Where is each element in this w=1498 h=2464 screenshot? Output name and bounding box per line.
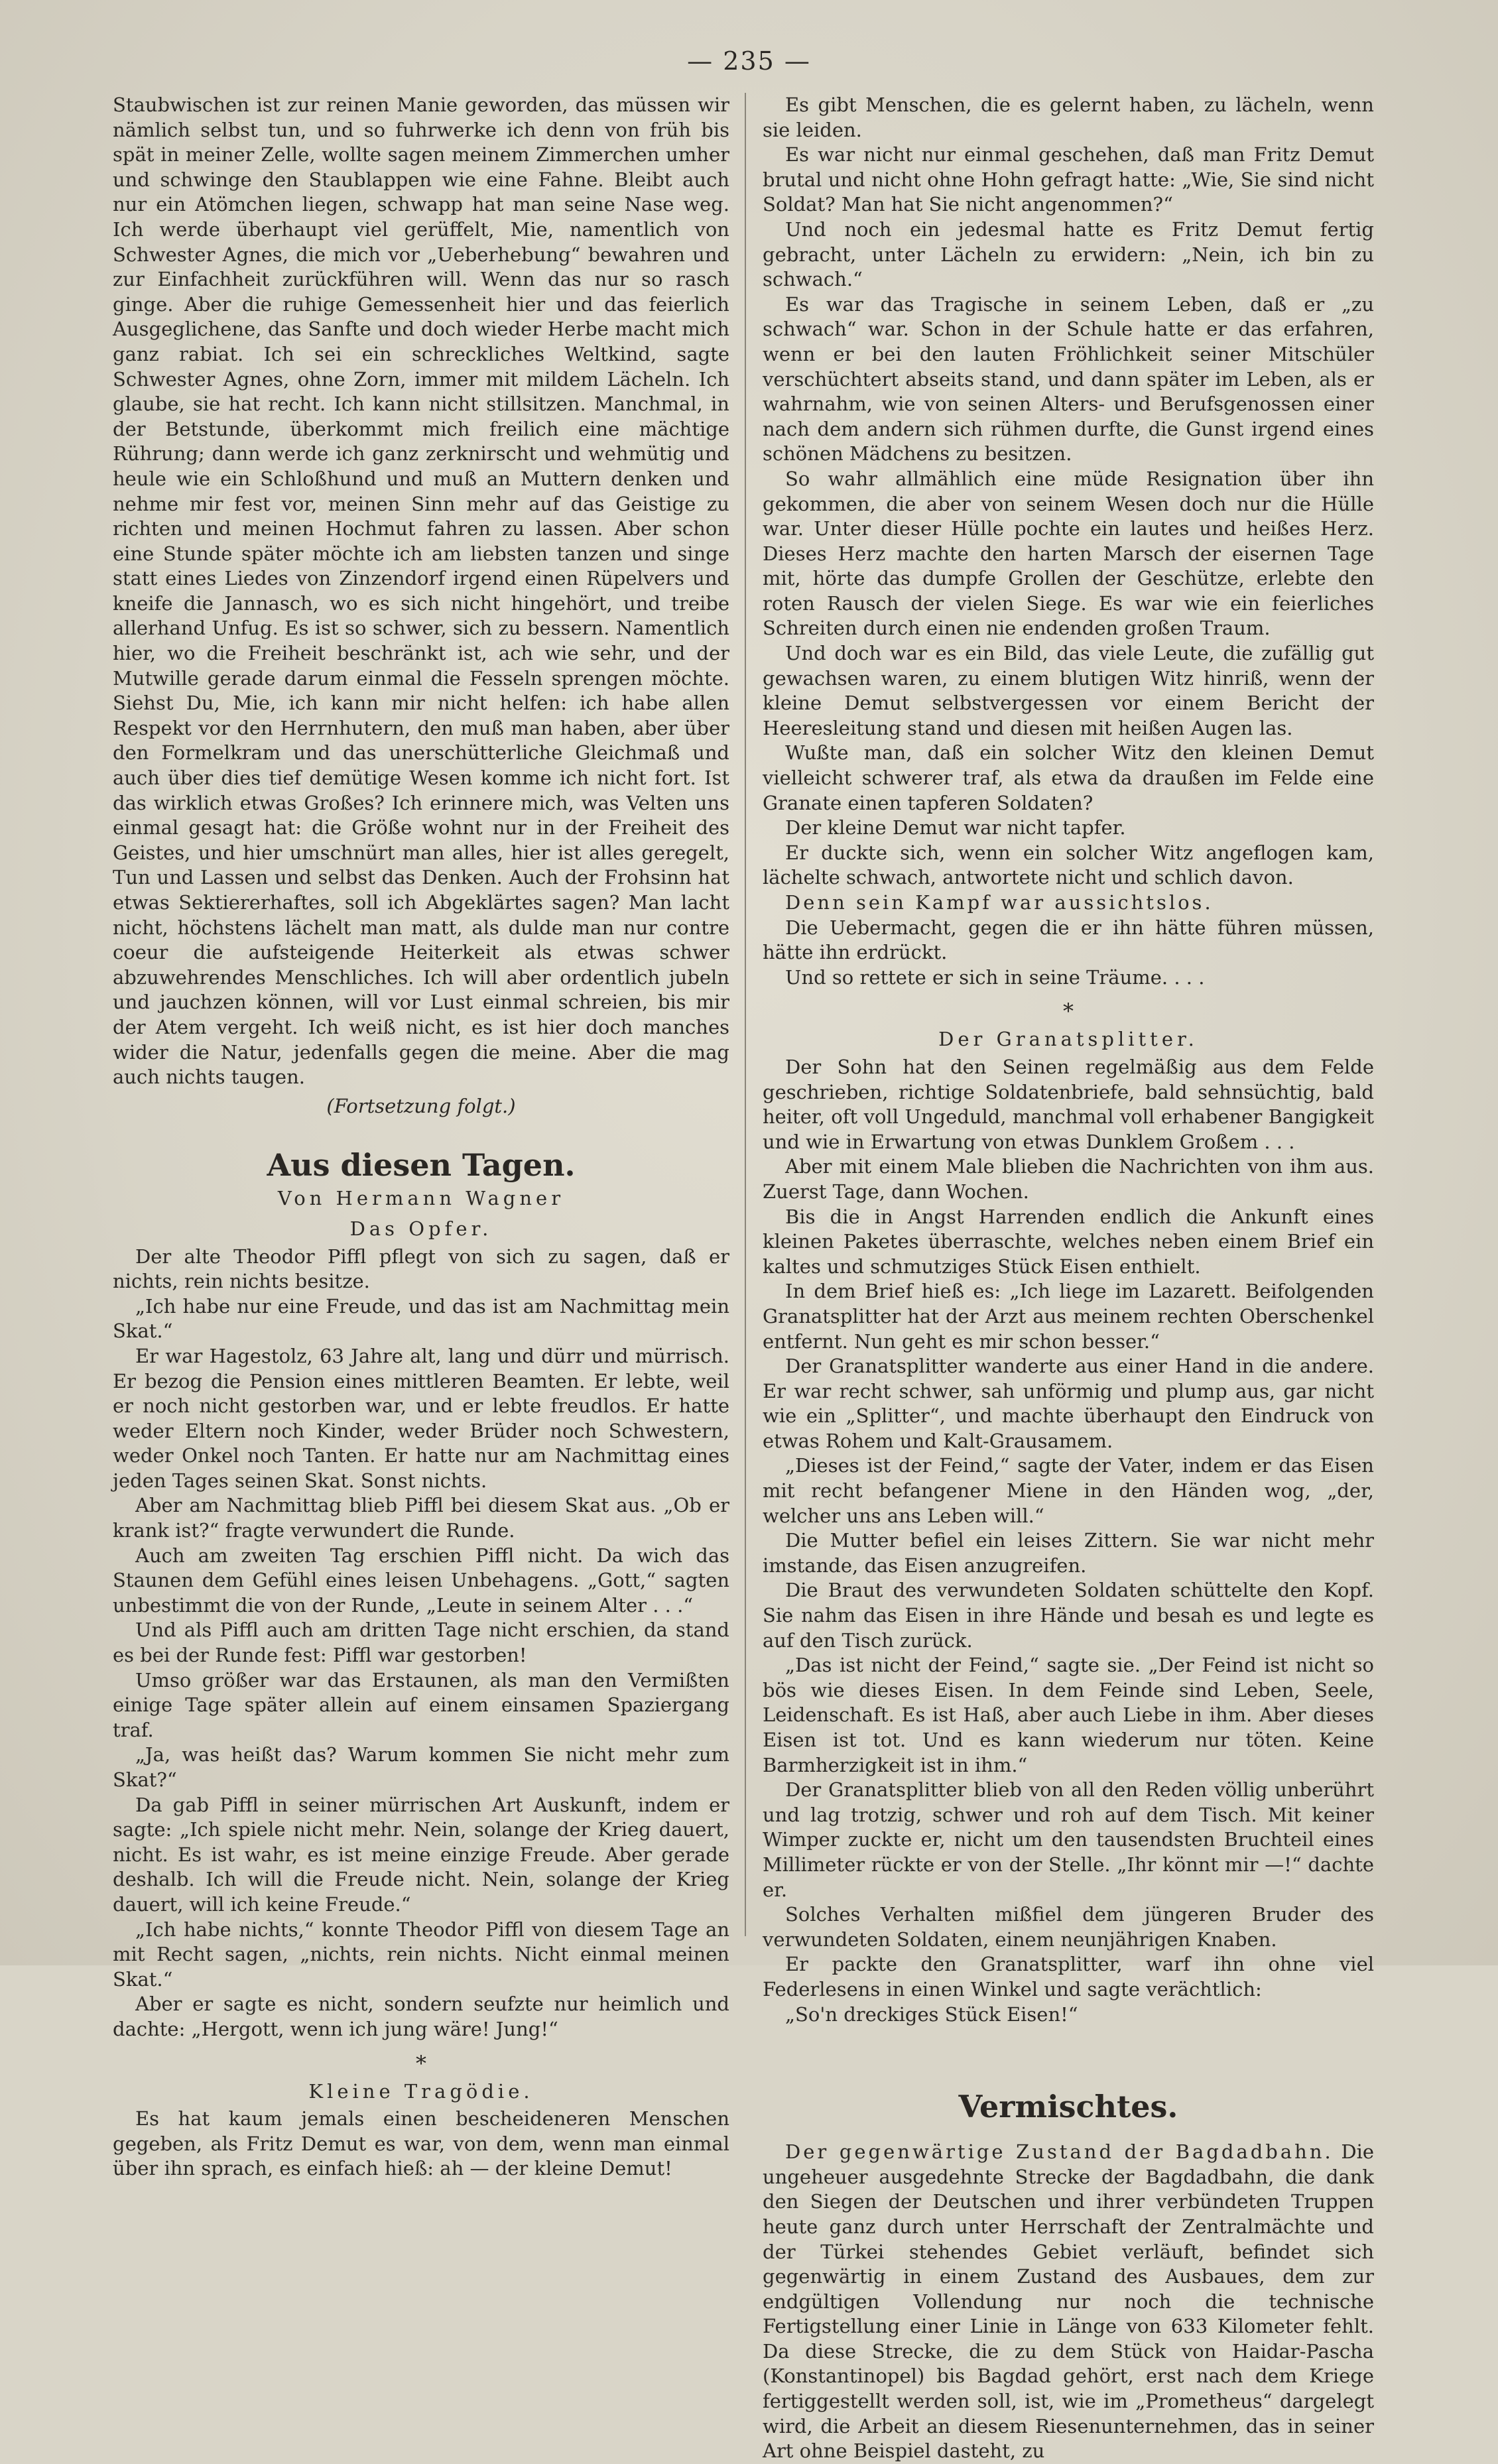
story-paragraph: Es gibt Menschen, die es gelernt haben, zu lächeln, wenn sie leiden. — [763, 93, 1374, 141]
story-paragraph: Der Sohn hat den Seinen regelmäßig aus dem Felde geschrieben, richtige Soldatenbriefe, bald sehnsüchtig, bald heiter, oft voll Ungeduld, manchmal voll erhabener Bangigkeit und wie in Erwartung von etwas Dunklem Großem . . . — [763, 1055, 1374, 1153]
left-column — [113, 93, 729, 2182]
story-paragraph: Und so rettete er sich in seine Träume. . . . — [785, 965, 1205, 989]
section-title-vermischtes: Vermischtes. — [958, 2089, 1178, 2125]
section-star: * — [416, 2050, 426, 2076]
story-title-das-opfer: Das Opfer. — [349, 1217, 493, 1240]
story-paragraph: Aber er sagte es nicht, sondern seufzte nur heimlich und dachte: „Hergott, wenn ich jung wäre! Jung!“ — [113, 1993, 729, 2040]
continuation-paragraph: Staubwischen ist zur reinen Manie geworden, das müssen wir nämlich selbst tun, und so fuhrwerke ich denn von früh bis spät in meiner Zelle, wollte sagen meinem Zimmerchen umher und schwinge den Staublappen wie eine Fahne. Bleibt auch nur ein Atömchen liegen, schwapp hat man seine Nase weg. Ich werde überhaupt viel gerüffelt, Mie, namentlich von Schwester Agnes, die mich vor „Ueberhebung“ bewahren und zur Einfachheit zurückführen will. Wenn das nur so rasch ginge. Aber die ruhige Gemessenheit hier und das feierlich Ausgeglichene, das Sanfte und doch wieder Herbe macht mich ganz rabiat. Ich sei ein schreckliches Weltkind, sagte Schwester Agnes, ohne Zorn, immer mit mildem Lächeln. Ich glaube, sie hat recht. Ich kann nicht stillsitzen. Manchmal, in der Betstunde, überkommt mich freilich eine mächtige Rührung; dann werde ich ganz zerknirscht und wehmütig und heule wie ein Schloßhund und muß an Muttern denken und nehme mir fest vor, meinen Sinn mehr auf das Geistige zu richten und meinen Hochmut fahren zu lassen. Aber schon eine Stunde später möchte ich am liebsten tanzen und singe statt eines Liedes von Zinzendorf irgend einen Rüpelvers und kneife die Jannasch, wo es sich nicht hingehört, und treibe allerhand Unfug. Es ist so schwer, sich zu bessern. Namentlich hier, wo die Freiheit beschränkt ist, ach wie sehr, und der Mutwille gerade darum einmal die Fesseln sprengen möchte. Siehst Du, Mie, ich kann mir nicht helfen: ich habe allen Respekt vor den Herrnhutern, den muß man haben, aber über den Formelkram und das unerschütterliche Gleichmaß und auch über dies tief demütige Wesen komme ich nicht fort. Ist das wirklich etwas Großes? Ich erinnere mich, was Velten uns einmal gesagt hat: die Größe wohnt nur in der Freiheit des Geistes, und hier umschnürt man alles, hier ist alles geregelt, Tun und Lassen und selbst das Denken. Auch der Frohsinn hat etwas Sektiererhaftes, soll ich Abgeklärtes sagen? Man lacht nicht, höchstens lächelt man matt, als dulde man nur contre coeur die aufsteigende Heiterkeit als etwas schwer abzuwehrendes Menschliches. Ich will aber ordentlich jubeln und jauchzen können, will vor Lust einmal schreien, bis mir der Atem vergeht. Ich weiß nicht, es ist hier doch manches wider die Natur, jedenfalls gegen die meine. Aber die mag auch nichts taugen. — [113, 93, 729, 1089]
story-paragraph: Es hat kaum jemals einen bescheideneren Menschen gegeben, als Fritz Demut es war, von dem, wenn man einmal über ihn sprach, es einfach hieß: ah — der kleine Demut! — [113, 2107, 729, 2180]
page-number: — 235 — — [687, 46, 811, 76]
story-paragraph: Die Uebermacht, gegen die er ihn hätte führen müssen, hätte ihn erdrückt. — [763, 916, 1374, 964]
right-column — [763, 93, 1374, 2464]
story-paragraph: „Das ist nicht der Feind,“ sagte sie. „Der Feind ist nicht so bös wie dieses Eisen. In dem Feinde sind Leben, Seele, Leidenschaft. Es ist Haß, aber auch Liebe in ihm. Aber dieses Eisen ist tot. Und es kann wiederum nur töten. Keine Barmherzigkeit ist in ihm.“ — [763, 1654, 1374, 1776]
story-paragraph: Und als Piffl auch am dritten Tage nicht erschien, da stand es bei der Runde fest: Piffl war gestorben! — [113, 1619, 729, 1667]
story-paragraph: Er duckte sich, wenn ein solcher Witz angeflogen kam, lächelte schwach, antwortete nicht und schlich davon. — [763, 841, 1374, 889]
story-paragraph: Es war nicht nur einmal geschehen, daß man Fritz Demut brutal und nicht ohne Hohn gefragt hatte: „Wie, Sie sind nicht Soldat? Man hat Sie nicht angenommen?“ — [763, 143, 1374, 216]
article-byline: Von Hermann Wagner — [277, 1187, 565, 1210]
story-paragraph: „Ja, was heißt das? Warum kommen Sie nicht mehr zum Skat?“ — [113, 1743, 729, 1791]
story-paragraph: Da gab Piffl in seiner mürrischen Art Auskunft, indem er sagte: „Ich spiele nicht mehr. Nein, solange der Krieg dauert, nicht. Es ist wahr, es ist meine einzige Freude. Aber gerade deshalb. Ich will die Freude nicht. Nein, solange der Krieg dauert, will ich keine Freude.“ — [113, 1793, 729, 1916]
story-paragraph: Die Braut des verwundeten Soldaten schüttelte den Kopf. Sie nahm das Eisen in ihre Hände und besah es und legte es auf den Tisch zurück. — [763, 1579, 1374, 1652]
misc-paragraph — [763, 2140, 1374, 2464]
story-paragraph: Der Granatsplitter wanderte aus einer Hand in die andere. Er war recht schwer, sah unförmig und plump aus, gar nicht wie ein „Splitter“, und machte überhaupt den Eindruck von etwas Rohem und Kalt-Grausamem. — [763, 1355, 1374, 1452]
column-divider — [745, 93, 746, 1936]
misc-lead: Der gegenwärtige Zustand der Bagdadbahn. — [785, 2140, 1334, 2164]
story-paragraph: Aber am Nachmittag blieb Piffl bei diesem Skat aus. „Ob er krank ist?“ fragte verwundert die Runde. — [113, 1494, 729, 1542]
story-paragraph: „So'n dreckiges Stück Eisen!“ — [785, 2002, 1078, 2026]
story-paragraph: Solches Verhalten mißfiel dem jüngeren Bruder des verwundeten Soldaten, einem neunjährigen Knaben. — [763, 1903, 1374, 1951]
misc-text: Die ungeheuer ausgedehnte Strecke der Bagdadbahn, die dank den Siegen der Deutschen und ihrer verbündeten Truppen heute ganz durch unter Herrschaft der Zentralmächte und der Türkei stehendes Gebiet verläuft, befindet sich gegenwärtig in einem Zustand des Ausbaues, dem zur endgültigen Vollendung nur noch die technische Fertigstellung einer Linie in Länge von 633 Kilometer fehlt. Da diese Strecke, die zu dem Stück von Haidar-Pascha (Konstantinopel) bis Bagdad gehört, erst nach dem Kriege fertiggestellt werden soll, ist, wie im „Prometheus“ dargelegt wird, die Arbeit an diesem Riesenunternehmen, das in seiner Art ohne Beispiel dasteht, zu — [763, 2140, 1375, 2463]
story-title-kleine-tragoedie: Kleine Tragödie. — [308, 2079, 534, 2103]
continuation-note: (Fortsetzung folgt.) — [326, 1094, 516, 1117]
story-paragraph: Der Granatsplitter blieb von all den Reden völlig unberührt und lag trotzig, schwer und roh auf dem Tisch. Mit keiner Wimper zuckte er, nicht um den tausendsten Bruchteil eines Millimeter rückte er von der Stelle. „Ihr könnt mir —!“ dachte er. — [763, 1778, 1374, 1901]
story-paragraph: Die Mutter befiel ein leises Zittern. Sie war nicht mehr imstande, das Eisen anzugreifen. — [763, 1529, 1374, 1577]
story-paragraph: Er war Hagestolz, 63 Jahre alt, lang und dürr und mürrisch. Er bezog die Pension eines mittleren Beamten. Er lebte, weil er noch nicht gestorben war, und er lebte freudlos. Er hatte weder Eltern noch Kinder, weder Brüder noch Schwestern, weder Onkel noch Tanten. Er hatte nur am Nachmittag eines jeden Tages seinen Skat. Sonst nichts. — [113, 1344, 729, 1492]
story-paragraph: Der kleine Demut war nicht tapfer. — [785, 816, 1126, 839]
story-paragraph: Der alte Theodor Piffl pflegt von sich zu sagen, daß er nichts, rein nichts besitze. — [113, 1245, 729, 1293]
story-paragraph: „Dieses ist der Feind,“ sagte der Vater, indem er das Eisen mit recht befangener Miene in den Händen wog, „der, welcher uns ans Leben will.“ — [763, 1454, 1374, 1527]
story-paragraph: „Ich habe nichts,“ konnte Theodor Piffl von diesem Tage an mit Recht sagen, „nichts, rein nichts. Nicht einmal meinen Skat.“ — [113, 1918, 729, 1991]
story-paragraph: „Ich habe nur eine Freude, und das ist am Nachmittag mein Skat.“ — [113, 1294, 729, 1343]
story-paragraph: Und noch ein jedesmal hatte es Fritz Demut fertig gebracht, unter Lächeln zu erwidern: „Nein, ich bin zu schwach.“ — [763, 217, 1374, 291]
section-star: * — [1063, 999, 1074, 1024]
story-paragraph: Denn sein Kampf war aussichtslos. — [785, 891, 1214, 914]
story-paragraph: Er packte den Granatsplitter, warf ihn ohne viel Federlesens in einen Winkel und sagte verächtlich: — [763, 1953, 1374, 2001]
story-paragraph: Umso größer war das Erstaunen, als man den Vermißten einige Tage später allein auf einem einsamen Spaziergang traf. — [113, 1668, 729, 1741]
story-paragraph: In dem Brief hieß es: „Ich liege im Lazarett. Beifolgenden Granatsplitter hat der Arzt aus meinem rechten Oberschenkel entfernt. Nun geht es mir schon besser.“ — [763, 1280, 1374, 1353]
story-paragraph: Aber mit einem Male blieben die Nachrichten von ihm aus. Zuerst Tage, dann Wochen. — [763, 1155, 1374, 1203]
story-title-der-granatsplitter: Der Granatsplitter. — [938, 1028, 1198, 1051]
article-title: Aus diesen Tagen. — [267, 1147, 576, 1184]
story-paragraph: So wahr allmählich eine müde Resignation über ihn gekommen, die aber von seinem Wesen doch nur die Hülle war. Unter dieser Hülle pochte ein lautes und heißes Herz. Dieses Herz machte den harten Marsch der eisernen Tage mit, hörte das dumpfe Grollen der Geschütze, erlebte den roten Rausch der vielen Siege. Es war wie ein feierliches Schreiten durch einen nie endenden großen Traum. — [763, 467, 1374, 640]
story-paragraph: Es war das Tragische in seinem Leben, daß er „zu schwach“ war. Schon in der Schule hatte er das erfahren, wenn er bei den lauten Fröhlichkeit seiner Mitschüler verschüchtert abseits stand, und dann später im Leben, als er wahrnahm, wie von seinen Alters- und Berufsgenossen einer nach dem andern sich rühmen durfte, die Gunst irgend eines schönen Mädchens zu besitzen. — [763, 292, 1374, 465]
story-paragraph: Wußte man, daß ein solcher Witz den kleinen Demut vielleicht schwerer traf, als etwa da draußen im Felde eine Granate einen tapferen Soldaten? — [763, 741, 1374, 814]
story-paragraph: Auch am zweiten Tag erschien Piffl nicht. Da wich das Staunen dem Gefühl eines leisen Unbehagens. „Gott,“ sagten unbestimmt die von der Runde, „Leute in seinem Alter . . .“ — [113, 1544, 729, 1617]
story-paragraph: Bis die in Angst Harrenden endlich die Ankunft eines kleinen Paketes überraschte, welches neben einem Brief ein kaltes und schmutziges Stück Eisen enthielt. — [763, 1205, 1374, 1278]
story-paragraph: Und doch war es ein Bild, das viele Leute, die zufällig gut gewachsen waren, zu einem blutigen Witz hinriß, wenn der kleine Demut selbstvergessen vor einem Bericht der Heeresleitung stand und diesen mit heißen Augen las. — [763, 642, 1374, 739]
